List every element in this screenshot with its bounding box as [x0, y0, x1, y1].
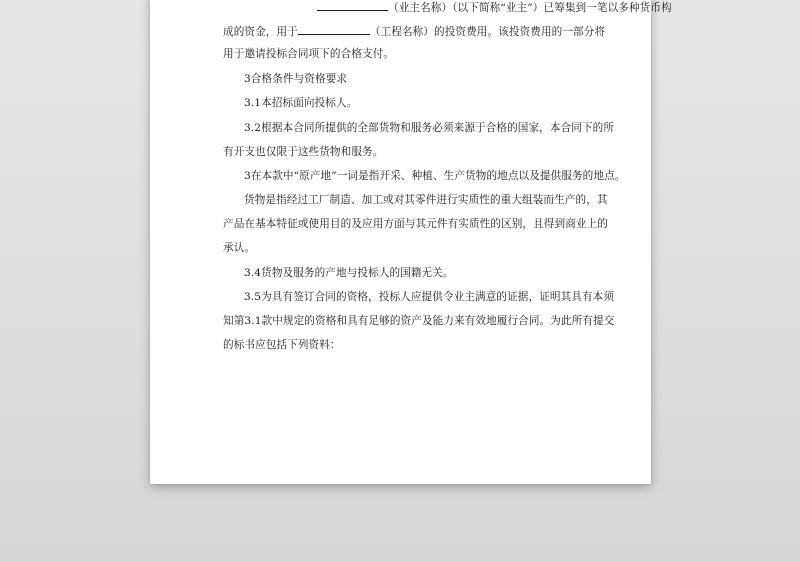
text-line: 用于邀请投标合同项下的合格支付。 [223, 48, 395, 60]
owner-name-blank [317, 0, 388, 11]
clause-3-5-line: 知第3.1款中规定的资格和具有足够的资产及能力来有效地履行合同。为此所有提交 [223, 315, 615, 327]
clause-3-5-line: 3.5为具有签订合同的资格，投标人应提供令业主满意的证据，证明其具有本须 [244, 291, 615, 303]
clause-3-2-line: 3.2根据本合同所提供的全部货物和服务必须来源于合格的国家，本合同下的所 [244, 122, 615, 134]
clause-3-3-cont-line: 产品在基本特征或使用目的及应用方面与其元件有实质性的区别，且得到商业上的 [223, 218, 608, 230]
clause-3-2-line: 有开支也仅限于这些货物和服务。 [223, 146, 384, 158]
clause-3-3: 3在本款中“原产地”一词是指开采、种植、生产货物的地点以及提供服务的地点。 [244, 170, 626, 182]
clause-3-3-cont-line: 承认。 [223, 242, 256, 254]
clause-3-4: 3.4货物及服务的产地与投标人的国籍无关。 [244, 267, 454, 279]
text-line: 成的资金，用于 （工程名称）的投资费用。该投资费用的一部分将 [223, 23, 605, 37]
clause-3-3-cont-line: 货物是指经过工厂制造、加工或对其零件进行实质性的重大组装而生产的，其 [244, 194, 608, 206]
clause-3-1: 3.1本招标面向投标人。 [244, 97, 358, 109]
text-line: （业主名称）（以下简称“业主”）已筹集到一笔以多种货币构 [317, 0, 672, 13]
clause-3-5-line: 的标书应包括下列资料： [223, 339, 341, 351]
section-heading: 3合格条件与资格要求 [244, 73, 348, 85]
document-page [150, 0, 672, 484]
project-name-blank [298, 23, 370, 35]
